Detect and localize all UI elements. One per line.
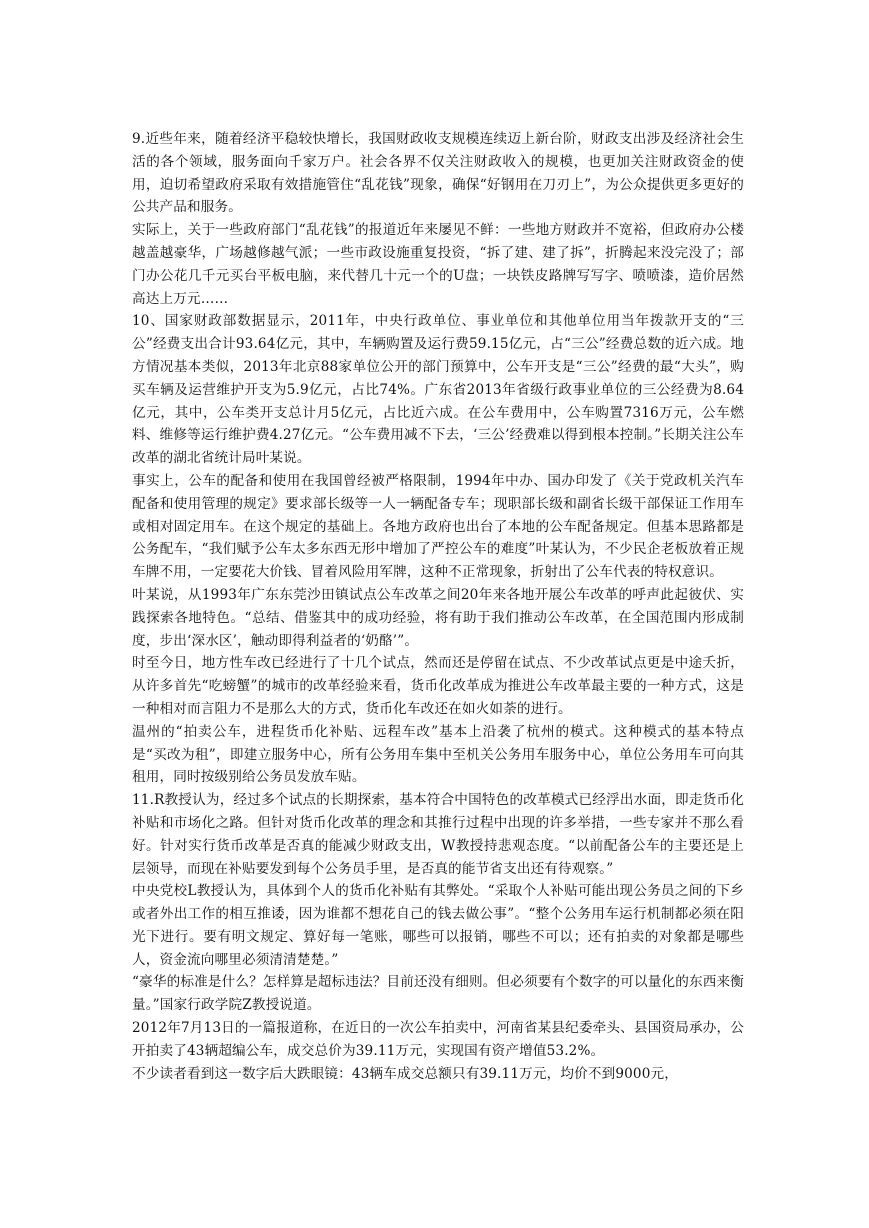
paragraph-professor-l: 中央党校L教授认为，具体到个人的货币化补贴有其弊处。“采取个人补贴可能出现公务员之间的下乡或者外出工作的相互推诿，因为谁都不想花自己的钱去做公事”。“整个公务用车运行机制都必须在阳光下进行。要有明文规定、算好每一笔账，哪些可以报销，哪些不可以；还有拍卖的对象都是哪些人，资金流向哪里必须清清楚楚。” bbox=[132, 883, 744, 968]
paragraph-auction-report: 2012年7月13日的一篇报道称，在近日的一次公车拍卖中，河南省某县纪委牵头、县国资局承办，公开拍卖了43辆超编公车，成交总价为39.11万元，实现国有资产增值53.2%。 bbox=[132, 1020, 744, 1059]
paragraph-waste-examples: 实际上，关于一些政府部门“乱花钱”的报道近年来屡见不鲜：一些地方财政并不宽裕，但政府办公楼越盖越豪华，广场越修越气派；一些市政设施重复投资，“拆了建、建了拆”，折腾起来没完没了；部门办公花几千元买台平板电脑，来代替几十元一个的U盘；一块铁皮路牌写写字、喷喷漆，造价居然高达上万元…… bbox=[132, 222, 744, 307]
document-page bbox=[132, 128, 744, 1085]
paragraph-professor-z: “豪华的标准是什么？怎样算是超标违法？目前还没有细则。但必须要有个数字的可以量化的东西来衡量。”国家行政学院Z教授说道。 bbox=[132, 974, 744, 1014]
paragraph-wenzhou-model: 温州的“拍卖公车，进程货币化补贴、远程车改”基本上沿袭了杭州的模式。这种模式的基本特点是“买改为租”，即建立服务中心，所有公务用车集中至机关公务用车服务中心，单位公务用车可向其租用，同时按级别给公务员发放车贴。 bbox=[132, 723, 744, 786]
paragraph-q11-experts: 11.R教授认为，经过多个试点的长期探索，基本符合中国特色的改革模式已经浮出水面，即走货币化补贴和市场化之路。但针对货币化改革的理念和其推行过程中出现的许多举措，一些专家并不那么看好。针对实行货币改革是否真的能减少财政支出，W教授持悲观态度。“以前配备公车的主要还是上层领导，而现在补贴要发到每个公务员手里，是否真的能节省支出还有待观察。” bbox=[132, 792, 744, 877]
paragraph-car-regulation: 事实上，公车的配备和使用在我国曾经被严格限制，1994年中办、国办印发了《关于党政机关汽车配备和使用管理的规定》要求部长级等一人一辆配备专车；现职部长级和副省长级干部保证工作用车或相对固定用车。在这个规定的基础上。各地方政府也出台了本地的公车配备规定。但基本思路都是公务配车，“我们赋予公车太多东西无形中增加了严控公车的难度”叶某认为，不少民企老板放着正规车牌不用，一定要花大价钱、冒着风险用军牌，这种不正常现象，折射出了公车代表的特权意识。 bbox=[132, 472, 744, 581]
paragraph-q9-intro: 9.近些年来，随着经济平稳较快增长，我国财政收支规模连续迈上新台阶，财政支出涉及经济社会生活的各个领域，服务面向千家万户。社会各界不仅关注财政收入的规模，也更加关注财政资金的使用，迫切希望政府采取有效措施管住“乱花钱”现象，确保“好钢用在刀刃上”，为公众提供更多更好的公共产品和服务。 bbox=[132, 131, 744, 216]
paragraph-pilot-status: 时至今日，地方性车改已经进行了十几个试点，然而还是停留在试点、不少改革试点更是中途夭折，从许多首先“吃螃蟹”的城市的改革经验来看，货币化改革成为推进公车改革最主要的一种方式，这是一种相对而言阻力不是那么大的方式，货币化车改还在如火如荼的进行。 bbox=[132, 655, 744, 717]
paragraph-reader-reaction: 不少读者看到这一数字后大跌眼镜：43辆车成交总额只有39.11万元，均价不到9000元， bbox=[132, 1065, 678, 1082]
paragraph-q10-data: 10、国家财政部数据显示，2011年，中央行政单位、事业单位和其他单位用当年拨款开支的“三公”经费支出合计93.64亿元，其中，车辆购置及运行费59.15亿元，占“三公”经费总数的近六成。地方情况基本类似，2013年北京88家单位公开的部门预算中，公车开支是“三公”经费的最“大头”，购买车辆及运营维护开支为5.9亿元，占比74%。广东省2013年省级行政事业单位的三公经费为8.64亿元，其中，公车类开支总计月5亿元，占比近六成。在公车费用中，公车购置7316万元，公车燃料、维修等运行维护费4.27亿元。“公车费用减不下去，‘三公’经费难以得到根本控制。”长期关注公车改革的湖北省统计局叶某说。 bbox=[132, 313, 744, 467]
paragraph-reform-history: 叶某说，从1993年广东东莞沙田镇试点公车改革之间20年来各地开展公车改革的呼声此起彼伏、实践探索各地特色。“总结、借鉴其中的成功经验，将有助于我们推动公车改革，在全国范围内形成制度，步出‘深水区’，触动即得利益者的‘奶酪’”。 bbox=[132, 586, 744, 649]
